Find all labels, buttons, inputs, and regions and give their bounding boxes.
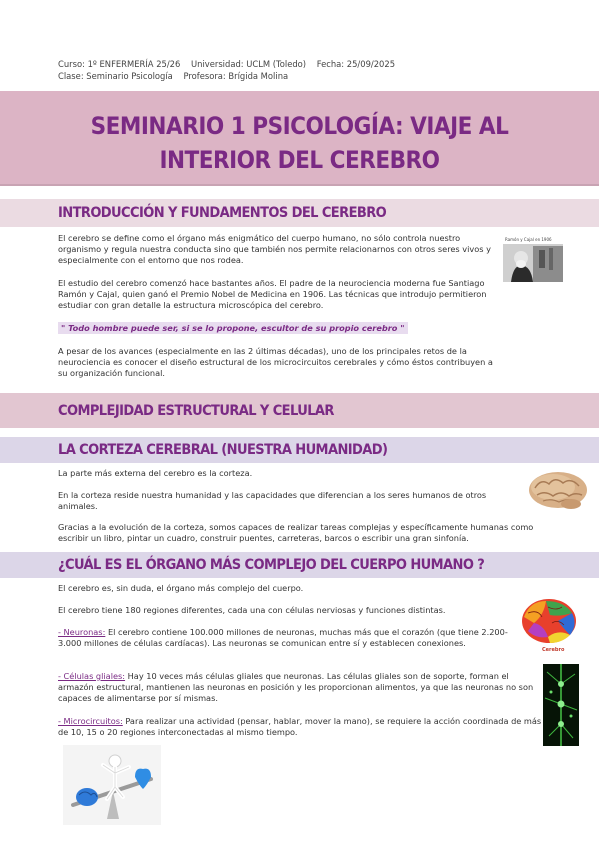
balance-drawing: [63, 745, 161, 825]
glia-paragraph: [58, 671, 543, 704]
university-label: Universidad: UCLM (Toledo): [191, 59, 307, 69]
neurons-text: El cerebro contiene 100.000 millones de neuronas, muchas más que el corazón (que tiene 2.200-3.000 millones de células cardíacas). Las neuronas se comunican entre sí y establecen conexiones.: [58, 627, 508, 648]
microcircuits-text: Para realizar una actividad (pensar, hablar, mover la mano), se requiere la acción coordinada de más de 10, 15 o 20 regiones interconectadas al mismo tiempo.: [58, 716, 542, 737]
course-info-line-1: [58, 58, 395, 70]
cajal-quote: " Todo hombre puede ser, si se lo propone, escultor de su propio cerebro ": [58, 322, 408, 334]
cortex-paragraph-3: Gracias a la evolución de la corteza, somos capaces de realizar tareas complejas y específicamente humanas como escribir un libro, pintar un cuadro, construir puentes, carreteras, barcos o escribir una gran sinfonía.: [58, 522, 534, 543]
cortex-paragraph-1: La parte más externa del cerebro es la corteza.: [58, 468, 253, 478]
cajal-photo-image: [503, 236, 563, 282]
cortex-brain-image: [527, 468, 589, 512]
course-info: [58, 58, 395, 82]
organ-heading: ¿CUÁL ES EL ÓRGANO MÁS COMPLEJO DEL CUERPO HUMANO ?: [58, 557, 485, 573]
glia-cells-drawing: [543, 664, 579, 746]
glia-cells-image: [543, 664, 579, 746]
microcircuits-paragraph: [58, 716, 543, 738]
course-label: Curso: 1º ENFERMERÍA 25/26: [58, 59, 181, 69]
cortex-heading: LA CORTEZA CEREBRAL (NUESTRA HUMANIDAD): [58, 442, 388, 458]
neurons-paragraph: [58, 627, 513, 649]
intro-heading: INTRODUCCIÓN Y FUNDAMENTOS DEL CEREBRO: [58, 205, 387, 221]
class-label: Clase: Seminario Psicología: [58, 71, 173, 81]
glia-link[interactable]: - Células gliales:: [58, 671, 126, 681]
intro-paragraph-2: El estudio del cerebro comenzó hace bastantes años. El padre de la neurociencia moderna fue Santiago Ramón y Cajal, quien ganó el Premio Nobel de Medicina en 1906. Las técnicas que introdujo permitieron estudiar con gran detalle la estructura microscópica del cerebro.: [58, 278, 487, 310]
glia-text: Hay 10 veces más células gliales que neuronas. Las células gliales son de soporte, forman el armazón estructural, mantienen las neuronas en posición y les proporcionan alimentos, ya que las neuronas no son capaces de alimentarse por sí mismas.: [58, 671, 534, 703]
cajal-photo-caption: Ramón y Cajal en 1906: [505, 237, 552, 242]
cajal-photo: [503, 236, 563, 282]
date-label: Fecha: 25/09/2025: [316, 59, 396, 69]
professor-label: Profesora: Brígida Molina: [183, 71, 289, 81]
intro-paragraph-3: A pesar de los avances (especialmente en las 2 últimas décadas), uno de los principales retos de la neurociencia es conocer el diseño estructural de los microcircuitos cerebrales y cómo éstos contribuyen a su organización funcional.: [58, 346, 493, 378]
complexity-heading: COMPLEJIDAD ESTRUCTURAL Y CELULAR: [58, 403, 334, 419]
cortex-paragraph-2: En la corteza reside nuestra humanidad y las capacidades que diferencian a los seres humanos de otros animales.: [58, 490, 487, 511]
microcircuits-link[interactable]: - Microcircuitos:: [58, 716, 123, 726]
cortex-brain-drawing: [527, 468, 589, 512]
brain-regions-image: [518, 593, 580, 657]
course-info-line-2: [58, 70, 395, 82]
page-title: SEMINARIO 1 PSICOLOGÍA: VIAJE AL INTERIOR DEL CEREBRO: [90, 112, 509, 174]
neurons-link[interactable]: - Neuronas:: [58, 627, 106, 637]
organ-paragraph-2: El cerebro tiene 180 regiones diferentes, cada una con células nerviosas y funciones distintas.: [58, 605, 446, 615]
intro-paragraph-1: El cerebro se define como el órgano más enigmático del cuerpo humano, no sólo controla nuestro organismo y regula nuestra conducta sino que también nos permite relacionarnos con otros seres vivos y especialmente con el entorno que nos rodea.: [58, 233, 491, 265]
brain-regions-caption: Cerebro: [542, 647, 565, 653]
organ-paragraph-1: El cerebro es, sin duda, el órgano más complejo del cuerpo.: [58, 583, 304, 593]
brain-heart-balance-image: [63, 745, 161, 825]
